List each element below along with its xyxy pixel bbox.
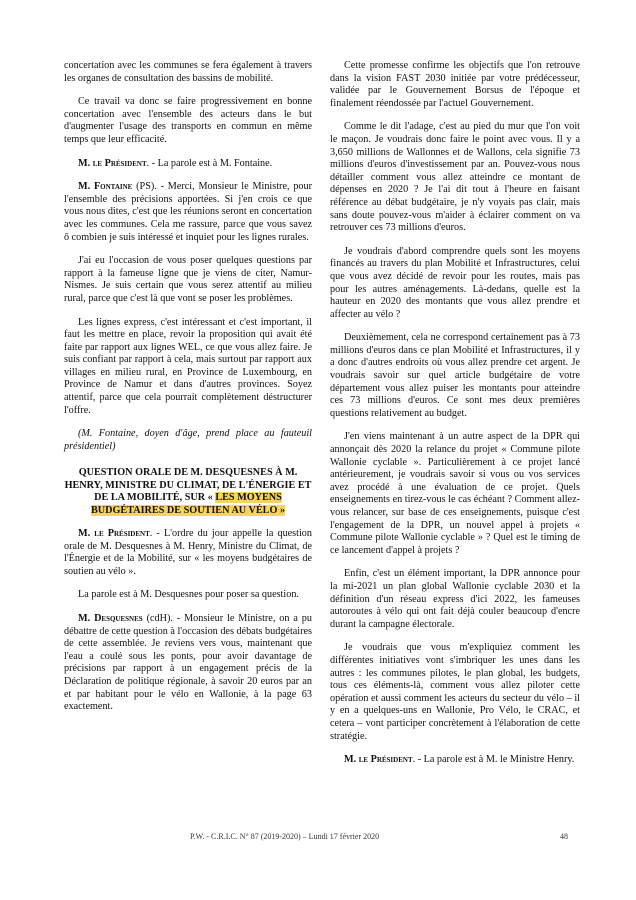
- paragraph: Enfin, c'est un élément important, la DPR annonce pour la mi-2021 un plan global Wallonie cyclable 2030 et la définition d'un réseau express d'ici 2022, les fameuses autoroutes à vélo qui ont fait déjà couler beaucoup d'encre durant la campagne électorale.: [330, 568, 580, 630]
- left-column: [64, 60, 312, 725]
- paragraph: Les lignes express, c'est intéressant et c'est important, il faut les mettre en place, revoir la proposition qui avait été faite par rapport aux lignes WEL, ce que vous allez faire. Je suis confiant par rapport à cela, mais surtout par rapport aux villages en milieu rural, en Province de Luxembourg, en Province de Namur et dans d'autres provinces. Soyez attentif, parce que cela pourrait complètement déstructurer l'offre.: [64, 316, 312, 416]
- speaker-name: M. le Président: [78, 157, 147, 169]
- paragraph: J'ai eu l'occasion de vous poser quelques questions par rapport à la fameuse ligne que je viens de citer, Namur-Nismes. Je suis certain que vous serez attentif au milieu rural, parce que c'est là que vont se poser les problèmes.: [64, 255, 312, 304]
- paragraph: [64, 158, 312, 171]
- question-title: [64, 467, 312, 517]
- paragraph: Je voudrais d'abord comprendre quels sont les moyens financés au travers du plan Mobilité et Infrastructures, celui que vous avez décidé de revoir pour les routes, mais pas pour les autres aménagements. Là-dedans, quelle est la hauteur en 2020 des montants que vous allez prendre et affecter au vélo ?: [330, 245, 580, 320]
- question-title-text: QUESTION ORALE DE M. DESQUESNES À M. HENRY, MINISTRE DU CLIMAT, DE L'ÉNERGIE ET DE LA MOBILITÉ, SUR «: [64, 467, 312, 504]
- speaker-name: M. le Président: [344, 754, 413, 766]
- paragraph: [64, 181, 312, 244]
- paragraph: [330, 754, 580, 767]
- speaker-name: M. le Président: [78, 528, 150, 540]
- speaker-name: M. Fontaine: [78, 181, 133, 193]
- paragraph: Comme le dit l'adage, c'est au pied du mur que l'on voit le maçon. Je voudrais donc faire le point avec vous. Il y a 3,650 millions de Wallonnes et de Wallons, cela signifie 73 millions d'euros d'investissement par an. Pouvez-vous nous détailler comment vous allez atteindre ce montant de dépenses en 2020 ? Je l'ai dit tout à l'heure en faisant référence au débat budgétaire, je n'y voyais pas clair, mais sans doute pouvez-vous m'aider à éclairer comment on va retrouver ces 73 millions d'euros.: [330, 121, 580, 234]
- speech-text: . - La parole est à M. Fontaine.: [146, 157, 273, 169]
- paragraph: Cette promesse confirme les objectifs que l'on retrouve dans la vision FAST 2030 initiée par votre prédécesseur, validée par le Gouvernement Borsus de l'époque et finalement réendossée par l'actuel Gouvernement.: [330, 60, 580, 109]
- paragraph: concertation avec les communes se fera également à travers les organes de consultation des bassins de mobilité.: [64, 60, 312, 84]
- right-column: [330, 60, 580, 778]
- footer-text: P.W. - C.R.I.C. N° 87 (2019-2020) – Lundi 17 février 2020: [190, 832, 380, 841]
- paragraph: J'en viens maintenant à un autre aspect de la DPR qui annonçait dès 2020 la relance du projet « Commune pilote Wallonie cyclable ». Particulièrement à ce projet lancé antérieurement, je voudrais savoir si vous ou vos services avez procédé à une évaluation de ce projet. Quels enseignements en tirez-vous le cas échéant ? Comment allez-vous relancer, sur base de ces enseignements, puisque c'est l'engagement de la DPR, un nouvel appel à projets « Commune pilote Wallonie cyclable » ? Quel est le timing de ce lancement d'appel à projets ?: [330, 431, 580, 556]
- speech-text: . - L'ordre du jour appelle la question orale de M. Desquesnes à M. Henry, Ministre du Climat, de l'Énergie et de la Mobilité, sur « les moyens budgétaires de soutien au vélo ».: [64, 528, 312, 577]
- paragraph: Ce travail va donc se faire progressivement en bonne concertation avec l'ensemble des acteurs dans le but d'augmenter l'usage des transports en commun en même temps que leur efficacité.: [64, 96, 312, 145]
- speech-text: (cdH). - Monsieur le Ministre, on a pu débattre de cette question à l'occasion des débats budgétaires de cette assemblée. Je reviens vers vous, maintenant que l'eau a coulé sous les ponts, pour avoir davantage de précisions par rapport à un engagement précis de la Déclaration de politique régionale, à savoir 20 euros par an et par habitant pour le vélo en Wallonie, à la page 63 exactement.: [64, 613, 312, 713]
- paragraph: [64, 613, 312, 714]
- paragraph: Je voudrais que vous m'expliquiez comment les différentes initiatives vont s'imbriquer les unes dans les autres : les communes pilotes, le plan global, les budgets, tous ces éléments-là, comment vous allez piloter cette opération et aussi comment les acteurs du secteur du vélo – il y en a quelques-uns en Wallonie, Pro Vélo, le CRAC, et cetera – vont participer concrètement à l'élaboration de cette stratégie.: [330, 642, 580, 742]
- paragraph: [64, 528, 312, 578]
- paragraph: Deuxièmement, cela ne correspond certainement pas à 73 millions d'euros dans ce plan Mobilité et Infrastructures, il y a donc d'autres endroits où vous allez prendre cet argent. Je voudrais savoir sur quel article budgétaire de votre département vous allez puiser les montants pour atteindre ces 73 millions d'euros. Ce sont mes deux premières questions relativement au budget.: [330, 332, 580, 419]
- question-title-highlight: LES MOYENS BUDGÉTAIRES DE SOUTIEN AU VÉLO »: [90, 492, 286, 516]
- stage-direction: (M. Fontaine, doyen d'âge, prend place au fauteuil présidentiel): [64, 428, 312, 452]
- paragraph: La parole est à M. Desquesnes pour poser sa question.: [78, 589, 299, 601]
- page-number: 48: [560, 832, 568, 841]
- speech-text: (PS). - Merci, Monsieur le Ministre, pour l'ensemble des précisions apportées. Si j'en crois ce que vous nous dites, c'est que les réunions seront en concertation avec les communes. Cela me rassure, parce que vous savez ô combien je suis intéressé et inquiet pour les lignes rurales.: [64, 181, 312, 243]
- speech-text: . - La parole est à M. le Ministre Henry.: [412, 754, 575, 766]
- speaker-name: M. Desquesnes: [78, 613, 143, 625]
